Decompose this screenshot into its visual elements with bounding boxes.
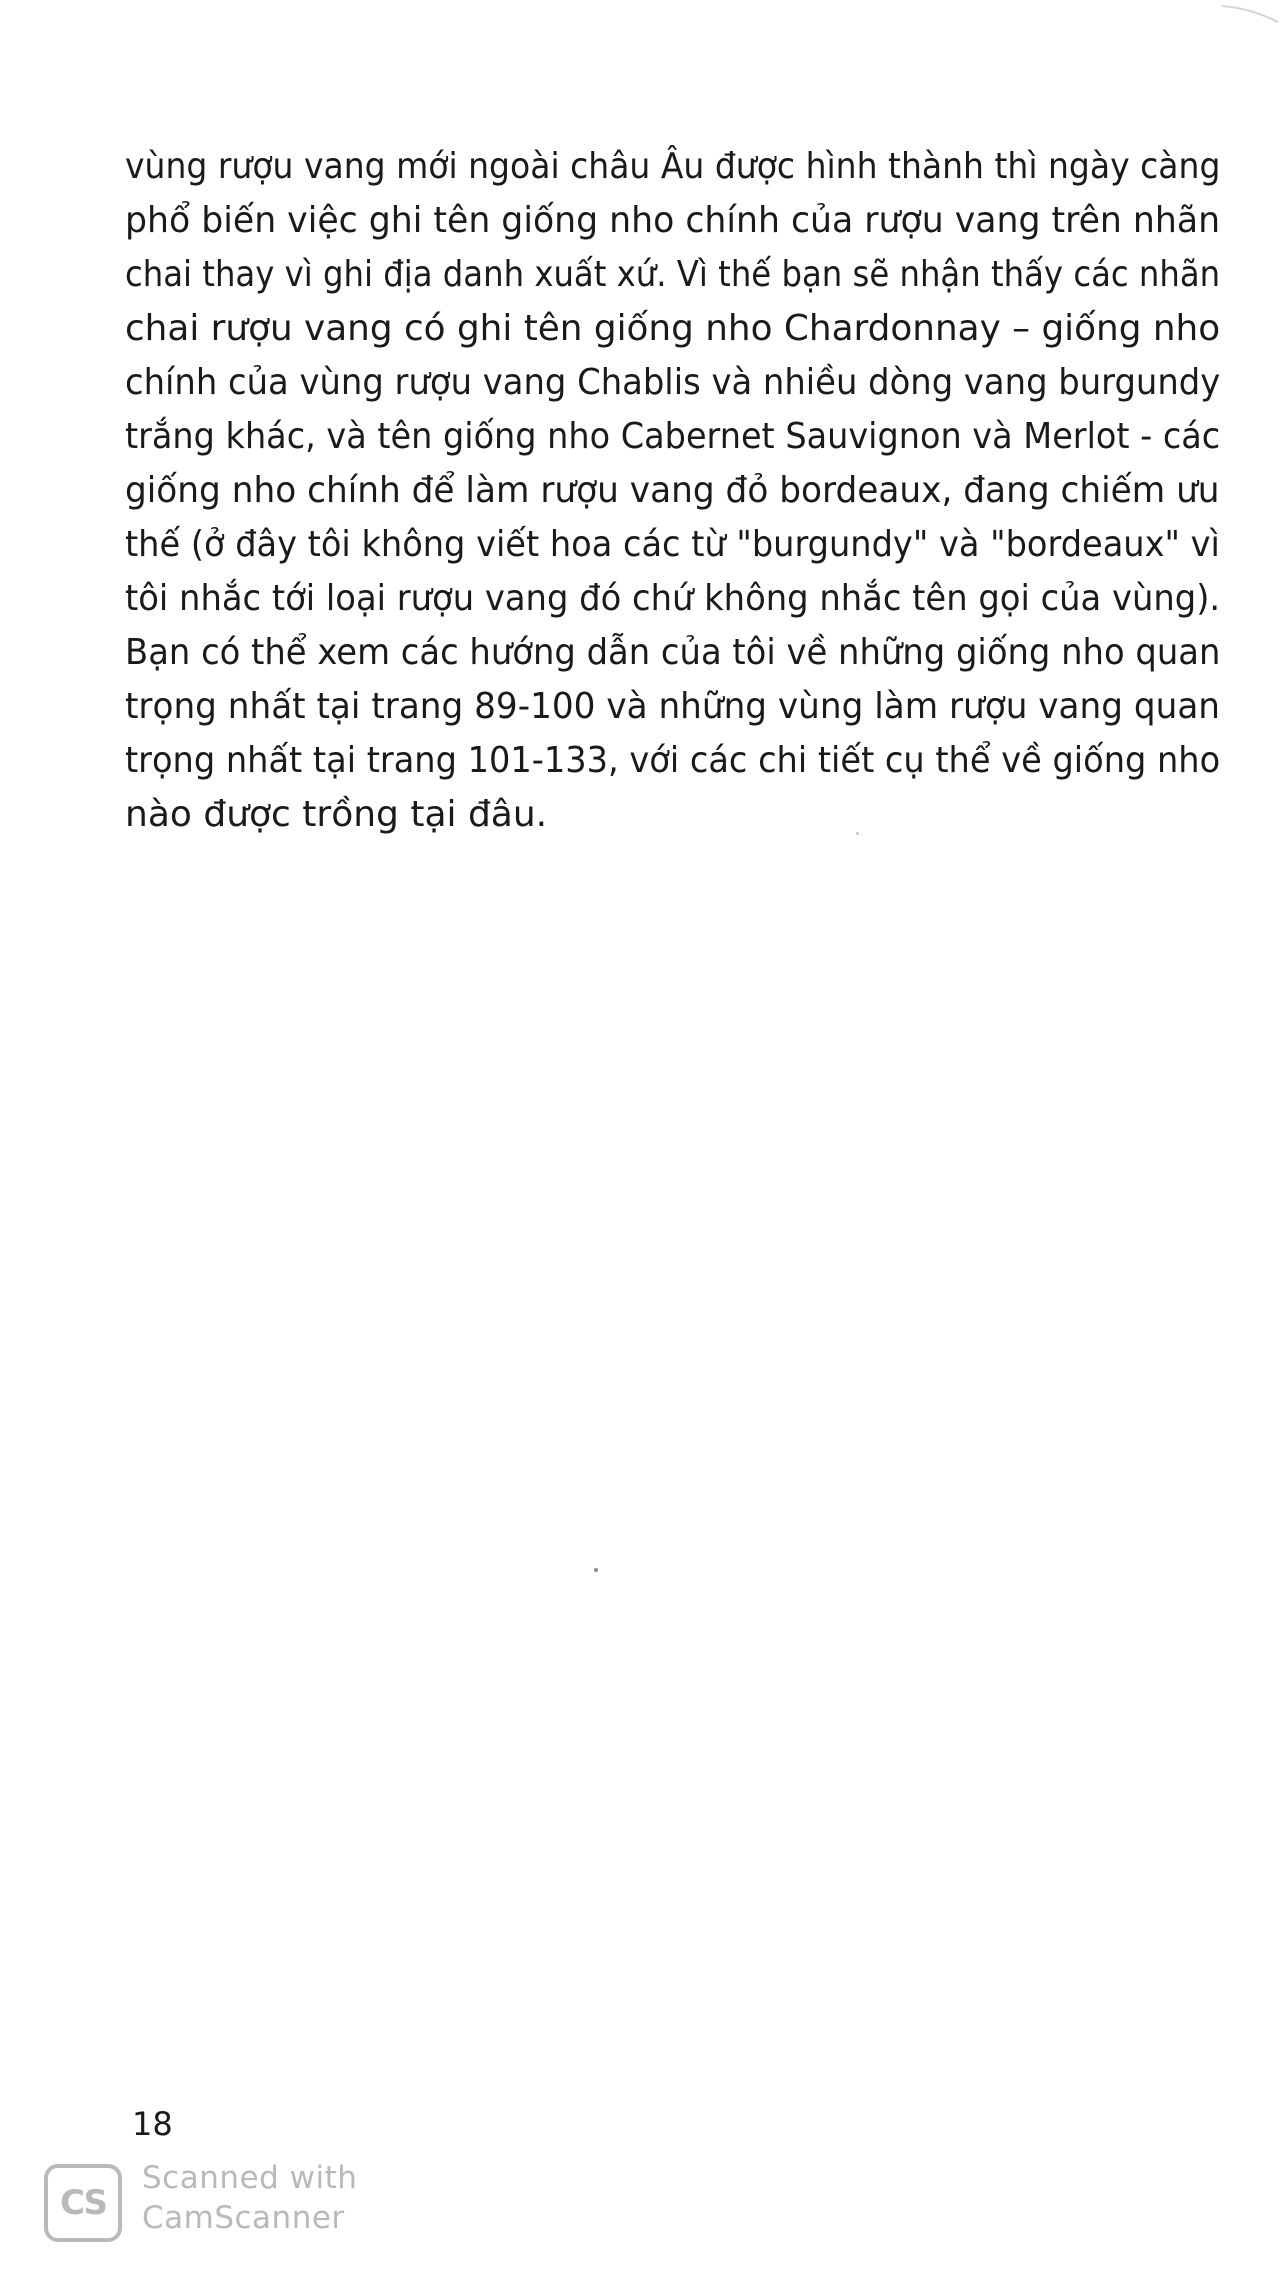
camscanner-logo-icon: CS — [44, 2164, 122, 2242]
text-line-2: phổ biến việc ghi tên giống nho chính của rượu vang trên nhãn — [125, 200, 1221, 241]
text-line-10: Bạn có thể xem các hướng dẫn của tôi về những giống nho quan — [125, 632, 1221, 673]
text-line-1: vùng rượu vang mới ngoài châu Âu được hình thành thì ngày càng — [125, 146, 1221, 187]
page-number: 18 — [132, 2105, 173, 2143]
watermark-line-2: CamScanner — [142, 2200, 345, 2236]
text-line-7: giống nho chính để làm rượu vang đỏ bordeaux, đang chiếm ưu — [125, 470, 1220, 511]
text-line-3: chai thay vì ghi địa danh xuất xứ. Vì thế bạn sẽ nhận thấy các nhãn — [125, 254, 1221, 295]
watermark-line-1: Scanned with — [142, 2160, 358, 2196]
text-line-12: trọng nhất tại trang 101-133, với các chi tiết cụ thể về giống nho — [125, 740, 1221, 781]
watermark-text — [142, 2158, 357, 2238]
text-line-5: chính của vùng rượu vang Chablis và nhiều dòng vang burgundy — [125, 362, 1221, 403]
camscanner-watermark — [44, 2158, 374, 2248]
scan-speck — [594, 1568, 598, 1572]
text-line-4: chai rượu vang có ghi tên giống nho Chardonnay – giống nho — [125, 308, 1221, 349]
text-line-13: nào được trồng tại đâu. — [125, 794, 548, 835]
text-line-6: trắng khác, và tên giống nho Cabernet Sauvignon và Merlot - các — [125, 416, 1221, 457]
text-line-11: trọng nhất tại trang 89-100 và những vùng làm rượu vang quan — [125, 686, 1221, 727]
scan-edge-mark — [1220, 0, 1280, 24]
scan-speck — [856, 832, 859, 835]
text-line-9: tôi nhắc tới loại rượu vang đó chứ không nhắc tên gọi của vùng). — [125, 578, 1221, 619]
text-line-8: thế (ở đây tôi không viết hoa các từ "burgundy" và "bordeaux" vì — [125, 524, 1220, 565]
